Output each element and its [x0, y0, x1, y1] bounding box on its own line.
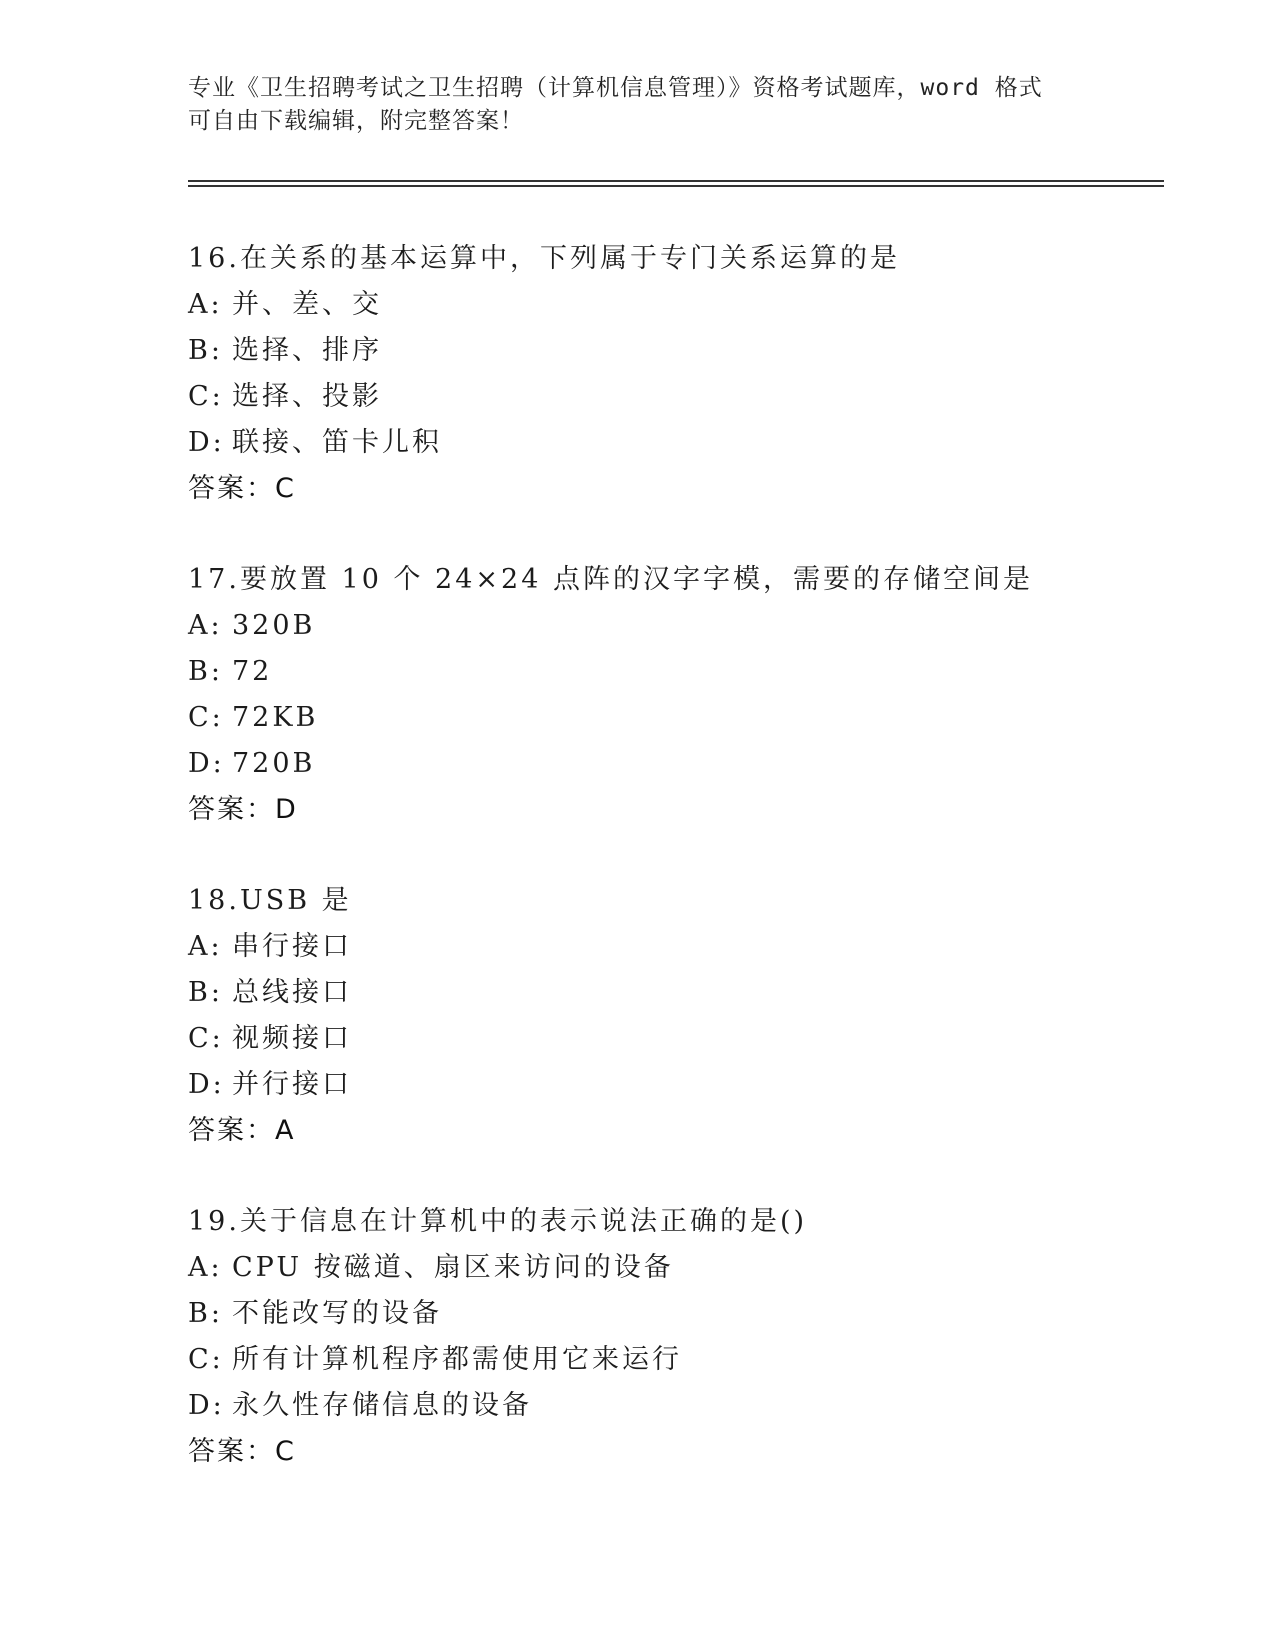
option-a: [188, 603, 1168, 649]
option-key: A:: [188, 931, 223, 962]
option-text: 72: [232, 656, 273, 687]
question-text: 16.在关系的基本运算中，下列属于专门关系运算的是: [188, 243, 900, 274]
option-text: 不能改写的设备: [232, 1298, 442, 1329]
option-text: CPU 按磁道、扇区来访问的设备: [232, 1252, 674, 1283]
option-c: [188, 1337, 1168, 1383]
option-text: 并行接口: [232, 1069, 352, 1100]
option-a: [188, 1245, 1168, 1291]
option-d: [188, 741, 1168, 787]
header-line-1: 专业《卫生招聘考试之卫生招聘（计算机信息管理）》资格考试题库，word 格式: [188, 75, 1043, 101]
option-d: [188, 1062, 1168, 1108]
option-b: [188, 1291, 1168, 1337]
option-a: [188, 924, 1168, 970]
question-16: [188, 236, 1168, 512]
option-key: D:: [188, 1069, 225, 1100]
header-line-2: 可自由下载编辑，附完整答案！: [188, 108, 524, 134]
option-c: [188, 695, 1168, 741]
option-key: B:: [188, 977, 223, 1008]
option-text: 720B: [232, 748, 316, 779]
option-c: [188, 374, 1168, 420]
question-text: 18.USB 是: [188, 885, 352, 916]
question-18: [188, 878, 1168, 1154]
question-list: [188, 236, 1168, 1520]
option-b: [188, 328, 1168, 374]
answer-line: 答案：C: [188, 1436, 296, 1467]
question-text: 19.关于信息在计算机中的表示说法正确的是(): [188, 1206, 808, 1237]
option-text: 视频接口: [232, 1023, 352, 1054]
option-key: C:: [188, 381, 224, 412]
option-text: 320B: [232, 610, 316, 641]
question-text: 17.要放置 10 个 24×24 点阵的汉字字模，需要的存储空间是: [188, 564, 1033, 595]
question-17: [188, 557, 1168, 833]
option-text: 串行接口: [232, 931, 352, 962]
option-key: A:: [188, 289, 223, 320]
option-text: 联接、笛卡儿积: [232, 427, 442, 458]
option-text: 选择、投影: [232, 381, 382, 412]
option-key: D:: [188, 748, 225, 779]
option-key: C:: [188, 1344, 224, 1375]
option-key: A:: [188, 1252, 223, 1283]
option-text: 所有计算机程序都需使用它来运行: [232, 1344, 682, 1375]
option-key: D:: [188, 427, 225, 458]
option-key: D:: [188, 1390, 225, 1421]
header-divider-bottom: [188, 185, 1164, 187]
option-text: 永久性存储信息的设备: [232, 1390, 532, 1421]
option-key: B:: [188, 335, 223, 366]
document-header: [188, 72, 1088, 138]
option-c: [188, 1016, 1168, 1062]
option-a: [188, 282, 1168, 328]
answer-line: 答案：D: [188, 794, 298, 825]
option-b: [188, 970, 1168, 1016]
answer-line: 答案：C: [188, 473, 296, 504]
option-d: [188, 420, 1168, 466]
option-text: 并、差、交: [232, 289, 382, 320]
answer-line: 答案：A: [188, 1115, 296, 1146]
option-text: 选择、排序: [232, 335, 382, 366]
option-text: 总线接口: [232, 977, 352, 1008]
header-divider-top: [188, 180, 1164, 182]
question-19: [188, 1199, 1168, 1475]
option-text: 72KB: [232, 702, 319, 733]
option-key: B:: [188, 656, 223, 687]
option-key: B:: [188, 1298, 223, 1329]
option-d: [188, 1383, 1168, 1429]
option-key: C:: [188, 702, 224, 733]
option-key: C:: [188, 1023, 224, 1054]
option-key: A:: [188, 610, 223, 641]
option-b: [188, 649, 1168, 695]
